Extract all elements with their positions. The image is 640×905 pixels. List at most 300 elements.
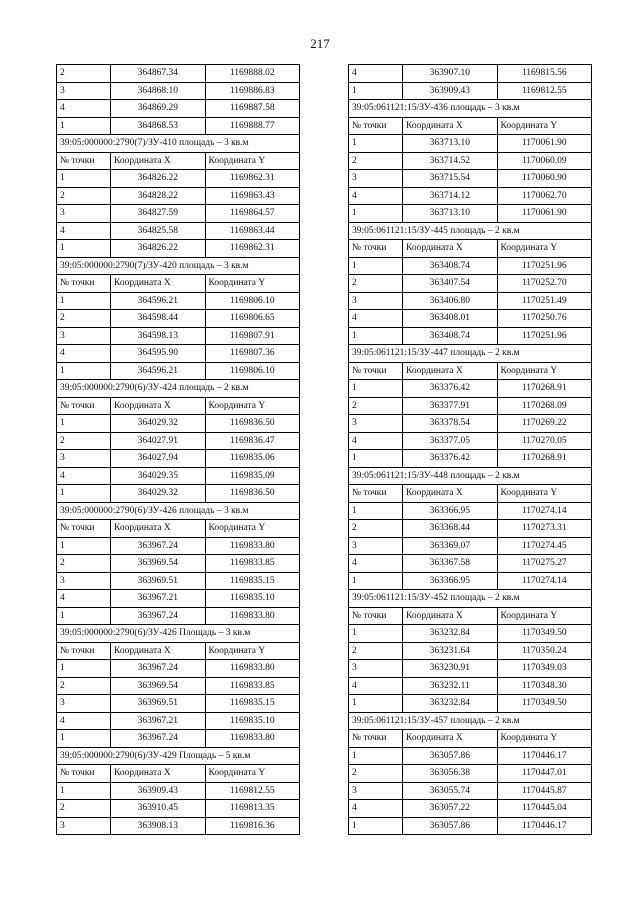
- coordinate-y: 1170250.76: [497, 310, 592, 328]
- table-row: [57, 712, 300, 730]
- coordinate-y: 1170060.09: [497, 152, 592, 170]
- header-point-number: № точки: [57, 642, 111, 660]
- parcel-title: 39:05:000000:2790(6)/ЗУ-424 площадь – 2 кв.м: [57, 380, 300, 398]
- table-row: [57, 817, 300, 835]
- point-number: 3: [349, 537, 403, 555]
- coordinate-x: 363908.13: [111, 817, 206, 835]
- table-header-row: [57, 397, 300, 415]
- coordinate-y: 1169888.77: [205, 117, 300, 135]
- point-number: 3: [57, 572, 111, 590]
- table-header-row: [349, 240, 592, 258]
- parcel-title: 39:05:000000:2790(7)/ЗУ-410 площадь – 3 кв.м: [57, 135, 300, 153]
- coordinate-y: 1169806.65: [205, 310, 300, 328]
- coordinate-y: 1169807.91: [205, 327, 300, 345]
- point-number: 3: [57, 82, 111, 100]
- header-coordinate-x: Координата X: [403, 240, 498, 258]
- parcel-title-row: [349, 467, 592, 485]
- coordinate-y: 1169812.55: [497, 82, 592, 100]
- coordinate-x: 364029.32: [111, 415, 206, 433]
- coordinate-y: 1170251.96: [497, 257, 592, 275]
- point-number: 2: [57, 800, 111, 818]
- coordinate-x: 363967.24: [111, 607, 206, 625]
- table-row: [57, 205, 300, 223]
- header-point-number: № точки: [349, 730, 403, 748]
- coordinate-x: 363057.22: [403, 800, 498, 818]
- coordinate-x: 363366.95: [403, 572, 498, 590]
- point-number: 1: [349, 257, 403, 275]
- point-number: 3: [349, 415, 403, 433]
- coordinate-x: 363907.10: [403, 65, 498, 83]
- table-row: [57, 590, 300, 608]
- coordinate-x: 363967.24: [111, 730, 206, 748]
- header-point-number: № точки: [57, 397, 111, 415]
- point-number: 1: [57, 660, 111, 678]
- coordinate-x: 363969.51: [111, 695, 206, 713]
- point-number: 1: [57, 117, 111, 135]
- point-number: 1: [57, 240, 111, 258]
- table-row: [57, 782, 300, 800]
- coordinate-x: 364596.21: [111, 292, 206, 310]
- coordinate-x: 363407.54: [403, 275, 498, 293]
- parcel-title-row: [349, 100, 592, 118]
- point-number: 4: [349, 800, 403, 818]
- point-number: 1: [57, 292, 111, 310]
- table-row: [349, 415, 592, 433]
- left-coordinates-table: [56, 64, 300, 835]
- coordinate-x: 363969.54: [111, 555, 206, 573]
- coordinate-y: 1169833.85: [205, 677, 300, 695]
- table-row: [349, 660, 592, 678]
- table-row: [57, 677, 300, 695]
- header-coordinate-x: Координата X: [403, 730, 498, 748]
- coordinate-x: 363967.24: [111, 537, 206, 555]
- header-coordinate-y: Координата Y: [205, 152, 300, 170]
- coordinate-x: 363408.74: [403, 327, 498, 345]
- coordinate-y: 1169833.80: [205, 660, 300, 678]
- header-point-number: № точки: [349, 607, 403, 625]
- header-coordinate-y: Координата Y: [205, 275, 300, 293]
- coordinate-y: 1169806.10: [205, 292, 300, 310]
- table-row: [57, 432, 300, 450]
- coordinate-x: 364029.35: [111, 467, 206, 485]
- table-row: [57, 660, 300, 678]
- point-number: 3: [57, 450, 111, 468]
- point-number: 2: [57, 555, 111, 573]
- table-row: [57, 485, 300, 503]
- right-table-body: [349, 65, 592, 835]
- coordinate-y: 1169863.44: [205, 222, 300, 240]
- table-row: [57, 310, 300, 328]
- coordinate-y: 1169815.56: [497, 65, 592, 83]
- coordinate-x: 364596.21: [111, 362, 206, 380]
- coordinate-x: 364868.10: [111, 82, 206, 100]
- table-row: [57, 100, 300, 118]
- coordinate-x: 364826.22: [111, 240, 206, 258]
- point-number: 2: [349, 520, 403, 538]
- header-coordinate-y: Координата Y: [497, 607, 592, 625]
- header-point-number: № точки: [57, 765, 111, 783]
- table-row: [349, 327, 592, 345]
- coordinate-y: 1169835.09: [205, 467, 300, 485]
- coordinate-y: 1169863.43: [205, 187, 300, 205]
- point-number: 1: [349, 572, 403, 590]
- parcel-title: 39:05:000000:2790(6)/ЗУ-426 Площадь – 3 кв.м: [57, 625, 300, 643]
- table-row: [349, 432, 592, 450]
- coordinate-x: 363377.91: [403, 397, 498, 415]
- parcel-title-row: [57, 257, 300, 275]
- point-number: 4: [349, 310, 403, 328]
- table-header-row: [349, 607, 592, 625]
- coordinate-x: 363055.74: [403, 782, 498, 800]
- point-number: 1: [349, 625, 403, 643]
- coordinate-x: 363408.01: [403, 310, 498, 328]
- table-row: [349, 747, 592, 765]
- point-number: 1: [57, 170, 111, 188]
- coordinate-y: 1169864.57: [205, 205, 300, 223]
- header-coordinate-y: Координата Y: [205, 520, 300, 538]
- coordinate-x: 364828.22: [111, 187, 206, 205]
- point-number: 1: [349, 817, 403, 835]
- table-row: [349, 572, 592, 590]
- coordinate-y: 1170061.90: [497, 205, 592, 223]
- point-number: 1: [57, 607, 111, 625]
- coordinate-x: 363232.84: [403, 625, 498, 643]
- coordinate-x: 364027.91: [111, 432, 206, 450]
- header-coordinate-y: Координата Y: [205, 765, 300, 783]
- coordinate-x: 363967.24: [111, 660, 206, 678]
- header-coordinate-x: Координата X: [403, 485, 498, 503]
- point-number: 2: [57, 187, 111, 205]
- table-row: [349, 520, 592, 538]
- coordinate-y: 1169816.36: [205, 817, 300, 835]
- coordinate-x: 363714.52: [403, 152, 498, 170]
- coordinate-x: 363713.10: [403, 135, 498, 153]
- table-row: [349, 380, 592, 398]
- coordinate-y: 1169835.15: [205, 695, 300, 713]
- header-coordinate-x: Координата X: [403, 117, 498, 135]
- coordinate-x: 363369.07: [403, 537, 498, 555]
- header-coordinate-x: Координата X: [111, 275, 206, 293]
- coordinate-x: 364027.94: [111, 450, 206, 468]
- parcel-title-row: [349, 712, 592, 730]
- coordinate-y: 1169835.10: [205, 590, 300, 608]
- coordinate-x: 363967.21: [111, 590, 206, 608]
- table-row: [57, 170, 300, 188]
- parcel-title-row: [57, 380, 300, 398]
- table-row: [57, 362, 300, 380]
- coordinate-y: 1170274.45: [497, 537, 592, 555]
- table-row: [57, 450, 300, 468]
- coordinate-x: 363909.43: [403, 82, 498, 100]
- parcel-title-row: [349, 590, 592, 608]
- point-number: 2: [349, 765, 403, 783]
- parcel-title: 39:05:061121:15/ЗУ-436 площадь – 3 кв.м: [349, 100, 592, 118]
- coordinate-y: 1169833.80: [205, 537, 300, 555]
- coordinate-y: 1170348.30: [497, 677, 592, 695]
- coordinate-x: 363909.43: [111, 782, 206, 800]
- left-table-body: [57, 65, 300, 835]
- coordinate-y: 1170269.22: [497, 415, 592, 433]
- table-row: [57, 117, 300, 135]
- header-coordinate-y: Координата Y: [497, 240, 592, 258]
- coordinate-x: 363230.91: [403, 660, 498, 678]
- point-number: 4: [349, 432, 403, 450]
- coordinate-y: 1170252.70: [497, 275, 592, 293]
- point-number: 1: [349, 82, 403, 100]
- parcel-title-row: [57, 625, 300, 643]
- table-row: [349, 555, 592, 573]
- table-row: [349, 152, 592, 170]
- point-number: 2: [349, 642, 403, 660]
- coordinate-y: 1170274.14: [497, 502, 592, 520]
- coordinate-x: 364029.32: [111, 485, 206, 503]
- table-row: [57, 572, 300, 590]
- point-number: 3: [57, 205, 111, 223]
- coordinate-y: 1170251.49: [497, 292, 592, 310]
- point-number: 1: [349, 135, 403, 153]
- table-row: [349, 625, 592, 643]
- coordinate-y: 1170445.04: [497, 800, 592, 818]
- point-number: 3: [57, 327, 111, 345]
- header-coordinate-x: Координата X: [111, 397, 206, 415]
- parcel-title-row: [349, 345, 592, 363]
- page-number: 217: [310, 36, 330, 51]
- point-number: 1: [349, 450, 403, 468]
- coordinate-x: 364827.59: [111, 205, 206, 223]
- coordinate-x: 363231.64: [403, 642, 498, 660]
- header-point-number: № точки: [349, 362, 403, 380]
- table-header-row: [349, 730, 592, 748]
- table-row: [57, 240, 300, 258]
- coordinate-y: 1170062.70: [497, 187, 592, 205]
- header-coordinate-y: Координата Y: [497, 362, 592, 380]
- point-number: 4: [57, 590, 111, 608]
- point-number: 3: [57, 695, 111, 713]
- header-point-number: № точки: [57, 520, 111, 538]
- point-number: 2: [57, 310, 111, 328]
- table-header-row: [57, 642, 300, 660]
- parcel-title-row: [57, 747, 300, 765]
- table-header-row: [349, 117, 592, 135]
- point-number: 3: [57, 817, 111, 835]
- point-number: 1: [349, 502, 403, 520]
- coordinate-y: 1169888.02: [205, 65, 300, 83]
- coordinate-x: 364595.90: [111, 345, 206, 363]
- table-row: [57, 415, 300, 433]
- table-row: [349, 310, 592, 328]
- table-row: [349, 257, 592, 275]
- table-row: [349, 765, 592, 783]
- table-row: [57, 65, 300, 83]
- coordinate-x: 363406.80: [403, 292, 498, 310]
- coordinate-y: 1169836.50: [205, 415, 300, 433]
- header-point-number: № точки: [57, 152, 111, 170]
- point-number: 1: [57, 362, 111, 380]
- coordinate-y: 1170270.05: [497, 432, 592, 450]
- table-row: [349, 275, 592, 293]
- header-point-number: № точки: [349, 485, 403, 503]
- table-row: [57, 555, 300, 573]
- coordinate-y: 1169835.15: [205, 572, 300, 590]
- table-row: [349, 170, 592, 188]
- coordinate-y: 1170061.90: [497, 135, 592, 153]
- header-coordinate-x: Координата X: [111, 642, 206, 660]
- coordinate-y: 1170251.96: [497, 327, 592, 345]
- coordinate-x: 363713.10: [403, 205, 498, 223]
- table-header-row: [349, 362, 592, 380]
- coordinate-x: 364826.22: [111, 170, 206, 188]
- point-number: 2: [349, 275, 403, 293]
- header-coordinate-x: Координата X: [111, 765, 206, 783]
- table-header-row: [349, 485, 592, 503]
- table-row: [349, 65, 592, 83]
- coordinate-y: 1169806.10: [205, 362, 300, 380]
- point-number: 1: [57, 485, 111, 503]
- header-coordinate-y: Координата Y: [497, 485, 592, 503]
- table-row: [57, 292, 300, 310]
- point-number: 2: [57, 432, 111, 450]
- coordinate-x: 363376.42: [403, 380, 498, 398]
- coordinate-y: 1170446.17: [497, 747, 592, 765]
- table-row: [349, 677, 592, 695]
- point-number: 1: [349, 695, 403, 713]
- coordinate-x: 363366.95: [403, 502, 498, 520]
- point-number: 2: [57, 677, 111, 695]
- table-row: [57, 537, 300, 555]
- parcel-title: 39:05:061121:15/ЗУ-448 площадь – 2 кв.м: [349, 467, 592, 485]
- coordinate-x: 363408.74: [403, 257, 498, 275]
- point-number: 3: [349, 292, 403, 310]
- coordinate-x: 363377.05: [403, 432, 498, 450]
- coordinate-x: 363378.54: [403, 415, 498, 433]
- coordinate-x: 363967.21: [111, 712, 206, 730]
- table-row: [349, 800, 592, 818]
- table-row: [57, 187, 300, 205]
- point-number: 2: [57, 65, 111, 83]
- coordinate-x: 363232.84: [403, 695, 498, 713]
- coordinate-x: 364825.58: [111, 222, 206, 240]
- coordinate-x: 363969.54: [111, 677, 206, 695]
- table-row: [57, 467, 300, 485]
- header-coordinate-x: Координата X: [111, 520, 206, 538]
- coordinate-y: 1169887.58: [205, 100, 300, 118]
- parcel-title: 39:05:061121:15/ЗУ-447 площадь – 2 кв.м: [349, 345, 592, 363]
- coordinate-x: 363057.86: [403, 817, 498, 835]
- table-row: [349, 502, 592, 520]
- coordinate-x: 364598.44: [111, 310, 206, 328]
- coordinate-y: 1169835.06: [205, 450, 300, 468]
- point-number: 4: [57, 467, 111, 485]
- right-coordinates-table: [348, 64, 592, 835]
- table-header-row: [57, 765, 300, 783]
- table-row: [57, 345, 300, 363]
- header-coordinate-y: Координата Y: [497, 117, 592, 135]
- header-coordinate-x: Координата X: [403, 607, 498, 625]
- header-point-number: № точки: [349, 117, 403, 135]
- coordinate-x: 363714.12: [403, 187, 498, 205]
- parcel-title-row: [57, 502, 300, 520]
- parcel-title: 39:05:000000:2790(7)/ЗУ-420 площадь – 3 кв.м: [57, 257, 300, 275]
- coordinate-x: 364867.34: [111, 65, 206, 83]
- coordinate-x: 364869.29: [111, 100, 206, 118]
- coordinate-x: 363715.54: [403, 170, 498, 188]
- parcel-title: 39:05:061121:15/ЗУ-452 площадь – 2 кв.м: [349, 590, 592, 608]
- table-row: [57, 222, 300, 240]
- coordinate-y: 1170349.50: [497, 625, 592, 643]
- table-row: [57, 327, 300, 345]
- coordinate-y: 1170349.50: [497, 695, 592, 713]
- coordinate-y: 1170349.03: [497, 660, 592, 678]
- coordinate-y: 1169862.31: [205, 240, 300, 258]
- coordinate-y: 1170268.91: [497, 380, 592, 398]
- coordinate-y: 1169835.10: [205, 712, 300, 730]
- table-header-row: [57, 152, 300, 170]
- coordinate-x: 363232.11: [403, 677, 498, 695]
- point-number: 1: [57, 730, 111, 748]
- coordinate-y: 1169833.80: [205, 730, 300, 748]
- table-row: [349, 205, 592, 223]
- table-row: [57, 800, 300, 818]
- coordinate-y: 1169813.35: [205, 800, 300, 818]
- point-number: 3: [349, 170, 403, 188]
- header-coordinate-y: Координата Y: [205, 642, 300, 660]
- header-point-number: № точки: [349, 240, 403, 258]
- header-coordinate-y: Координата Y: [497, 730, 592, 748]
- coordinate-x: 363367.58: [403, 555, 498, 573]
- coordinate-y: 1170268.09: [497, 397, 592, 415]
- table-header-row: [57, 520, 300, 538]
- header-coordinate-x: Координата X: [111, 152, 206, 170]
- point-number: 1: [349, 205, 403, 223]
- table-row: [349, 135, 592, 153]
- table-header-row: [57, 275, 300, 293]
- table-row: [349, 695, 592, 713]
- header-coordinate-x: Координата X: [403, 362, 498, 380]
- point-number: 1: [349, 327, 403, 345]
- point-number: 4: [349, 677, 403, 695]
- coordinate-x: 363057.86: [403, 747, 498, 765]
- coordinate-x: 363910.45: [111, 800, 206, 818]
- coordinate-y: 1169812.55: [205, 782, 300, 800]
- table-row: [349, 292, 592, 310]
- coordinate-y: 1169833.85: [205, 555, 300, 573]
- coordinate-y: 1170446.17: [497, 817, 592, 835]
- table-row: [57, 695, 300, 713]
- parcel-title: 39:05:000000:2790(6)/ЗУ-426 площадь – 3 кв.м: [57, 502, 300, 520]
- coordinate-x: 363368.44: [403, 520, 498, 538]
- table-row: [349, 450, 592, 468]
- point-number: 2: [349, 397, 403, 415]
- coordinate-y: 1170275.27: [497, 555, 592, 573]
- coordinate-y: 1169862.31: [205, 170, 300, 188]
- coordinate-x: 364598.13: [111, 327, 206, 345]
- coordinate-x: 363376.42: [403, 450, 498, 468]
- coordinate-y: 1170447.01: [497, 765, 592, 783]
- header-point-number: № точки: [57, 275, 111, 293]
- point-number: 4: [349, 555, 403, 573]
- parcel-title: 39:05:061121:15/ЗУ-445 площадь – 2 кв.м: [349, 222, 592, 240]
- table-row: [349, 817, 592, 835]
- coordinate-y: 1170273.31: [497, 520, 592, 538]
- point-number: 1: [349, 380, 403, 398]
- coordinate-y: 1169836.50: [205, 485, 300, 503]
- coordinate-y: 1170350.24: [497, 642, 592, 660]
- point-number: 4: [349, 65, 403, 83]
- table-row: [349, 82, 592, 100]
- table-row: [57, 607, 300, 625]
- point-number: 3: [349, 660, 403, 678]
- table-row: [349, 782, 592, 800]
